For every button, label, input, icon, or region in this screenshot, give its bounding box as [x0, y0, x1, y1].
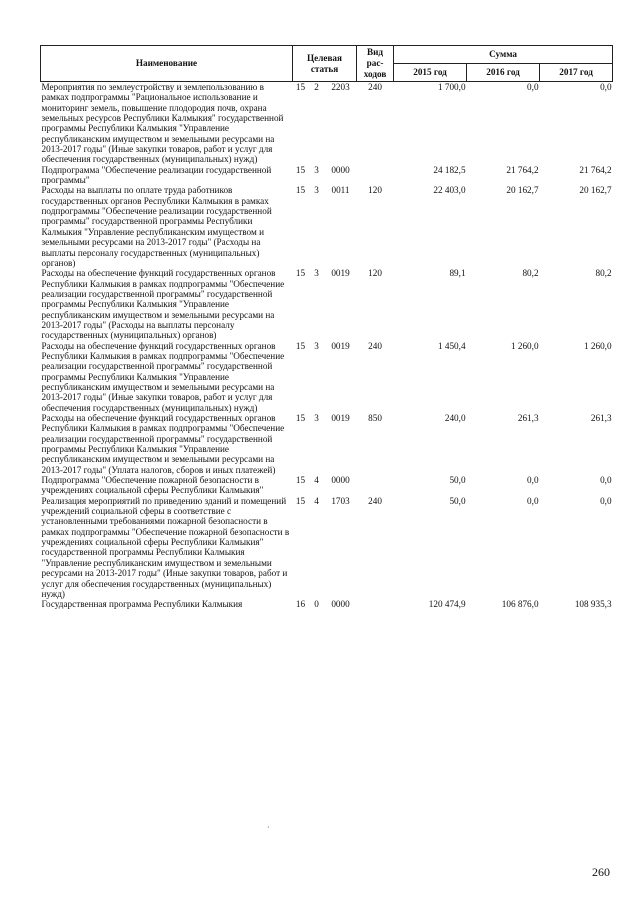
row-code-subprogram: 2: [314, 82, 319, 92]
row-sum-2015: 24 182,5: [433, 164, 466, 175]
row-name: Мероприятия по землеустройству и землепользованию в рамках подпрограммы "Рациональное использование и мониторинг земель, повышение плодородия почв, охрана земельных ресурсов Республики Калмыкия" государственной программы Республики Калмыкия "Управление республиканским имуществом и земельными ресурсами на 2013-2017 годы" (Иные закупки товаров, работ и услуг для обеспечения государственных (муниципальных) нужд): [41, 82, 284, 165]
row-name: Расходы на выплаты по оплате труда работников государственных органов Республики Калмыкия в рамках подпрограммы "Обеспечение реализации государственной программы" государственной программы Республики Калмыкия "Управление республиканским имуществом и земельными ресурсами на 2013-2017 годы" (Расходы на выплаты персоналу государственных (муниципальных) органов): [41, 185, 272, 268]
header-name: Наименование: [41, 46, 293, 82]
row-sum-2015: 1 450,4: [437, 340, 466, 351]
table-row: [41, 341, 613, 413]
table-row: [41, 475, 613, 496]
row-sum-2015: 1 700,0: [437, 82, 466, 92]
table-row: [41, 185, 613, 268]
row-code-program: 15: [295, 495, 306, 506]
row-code-program: 15: [295, 185, 306, 196]
row-code-subprogram: 3: [314, 185, 319, 196]
header-target-article: Целевая статья: [293, 46, 357, 82]
header-year-2017: 2017 год: [540, 64, 613, 82]
row-sum-2017: 108 935,3: [574, 599, 612, 610]
row-code-direction: 0019: [331, 413, 350, 423]
row-sum-2015: 89,1: [449, 268, 466, 279]
row-expense-type: 240: [368, 82, 382, 92]
row-code-direction: 0000: [331, 475, 350, 486]
row-name: Расходы на обеспечение функций государственных органов Республики Калмыкия в рамках подпрограммы "Обеспечение реализации государственной программы" государственной программы Республики Калмыкия "Управление республиканским имуществом и земельными ресурсами на 2013-2017 годы" (Уплата налогов, сборов и иных платежей): [41, 413, 285, 475]
row-expense-type: [357, 599, 394, 609]
row-name: Государственная программа Республики Калмыкия: [41, 599, 243, 610]
row-code-direction: 0000: [331, 164, 350, 175]
row-code-direction: 2203: [331, 82, 350, 92]
row-name: Расходы на обеспечение функций государственных органов Республики Калмыкия в рамках подпрограммы "Обеспечение реализации государственной программы" государственной программы Республики Калмыкия "Управление республиканским имуществом и земельными ресурсами на 2013-2017 годы" (Иные закупки товаров, работ и услуг для обеспечения государственных (муниципальных) нужд): [41, 340, 285, 413]
row-sum-2017: 0,0: [600, 475, 612, 486]
row-code-program: 16: [295, 599, 306, 610]
header-year-2015: 2015 год: [394, 64, 467, 82]
table-row: [41, 496, 613, 599]
budget-table: [40, 45, 613, 610]
row-sum-2016: 20 162,7: [506, 185, 539, 196]
row-sum-2016: 0,0: [527, 82, 539, 92]
row-expense-type: [357, 475, 394, 496]
row-code-program: 15: [295, 268, 306, 279]
row-code-direction: 0011: [331, 185, 350, 196]
row-code-direction: 0000: [331, 599, 350, 610]
row-name: Реализация мероприятий по приведению зданий и помещений учреждений социальной сферы в соответствие с установленными требованиями пожарной безопасности в рамках подпрограммы "Обеспечение пожарной безопасности в учреждениях социальной сферы Республики Калмыкия" государственной программы Республики Калмыкия "Управление республиканским имуществом и земельными ресурсами на 2013-2017 годы" (Иные закупки товаров, работ и услуг для обеспечения государственных (муниципальных) нужд): [41, 495, 290, 599]
row-sum-2017: 261,3: [590, 413, 612, 423]
row-code-subprogram: 4: [314, 495, 319, 506]
row-sum-2016: 1 260,0: [510, 340, 539, 351]
row-sum-2017: 0,0: [600, 82, 612, 92]
row-code-program: 15: [295, 413, 306, 423]
row-sum-2015: 240,0: [444, 413, 466, 423]
row-code-program: 15: [295, 164, 306, 175]
row-sum-2015: 50,0: [449, 495, 466, 506]
row-expense-type: 120: [368, 185, 382, 196]
row-sum-2016: 261,3: [517, 413, 539, 423]
row-expense-type: 120: [368, 268, 382, 279]
row-code-subprogram: 3: [314, 268, 319, 279]
row-expense-type: 240: [368, 495, 382, 506]
row-sum-2016: 0,0: [527, 475, 539, 486]
row-sum-2016: 106 876,0: [501, 599, 539, 610]
row-sum-2016: 0,0: [527, 495, 539, 506]
row-sum-2017: 0,0: [600, 495, 612, 506]
row-sum-2015: 50,0: [449, 475, 466, 486]
row-code-subprogram: 3: [314, 413, 319, 423]
row-code-subprogram: 3: [314, 340, 319, 351]
row-sum-2017: 21 764,2: [579, 164, 612, 175]
row-code-subprogram: 0: [314, 599, 319, 610]
row-sum-2017: 1 260,0: [584, 340, 612, 351]
row-sum-2015: 22 403,0: [433, 185, 466, 196]
stray-mark: ·: [267, 823, 270, 832]
table-row: [41, 165, 613, 186]
row-sum-2017: 20 162,7: [579, 185, 612, 196]
row-expense-type: [357, 165, 394, 186]
row-expense-type: 240: [368, 340, 382, 351]
table-row: [41, 599, 613, 609]
row-sum-2017: 80,2: [595, 268, 612, 279]
row-code-direction: 0019: [331, 268, 350, 279]
header-year-2016: 2016 год: [467, 64, 540, 82]
row-name: Подпрограмма "Обеспечение пожарной безопасности в учреждениях социальной сферы Республики Калмыкия": [41, 475, 264, 496]
row-name: Расходы на обеспечение функций государственных органов Республики Калмыкия в рамках подпрограммы "Обеспечение реализации государственной программы" государственной программы Республики Калмыкия "Управление республиканским имуществом и земельными ресурсами на 2013-2017 годы" (Расходы на выплаты персоналу государственных (муниципальных) органов): [41, 268, 285, 341]
row-code-direction: 0019: [331, 340, 350, 351]
row-code-subprogram: 3: [314, 164, 319, 175]
row-code-program: 15: [295, 82, 306, 92]
row-code-program: 15: [295, 475, 306, 486]
row-sum-2016: 21 764,2: [506, 164, 539, 175]
table-row: [41, 82, 613, 165]
header-sum: Сумма: [394, 46, 613, 64]
table-row: [41, 413, 613, 475]
row-code-direction: 1703: [331, 495, 350, 506]
row-name: Подпрограмма "Обеспечение реализации государственной программы": [41, 164, 272, 186]
page-number: 260: [592, 865, 610, 879]
row-code-program: 15: [295, 340, 306, 351]
row-sum-2015: 120 474,9: [428, 599, 466, 610]
row-sum-2016: 80,2: [522, 268, 539, 279]
row-expense-type: 850: [368, 413, 382, 423]
row-code-subprogram: 4: [314, 475, 319, 486]
header-expense-type: Вид рас-ходов: [357, 46, 394, 82]
table-row: [41, 268, 613, 340]
